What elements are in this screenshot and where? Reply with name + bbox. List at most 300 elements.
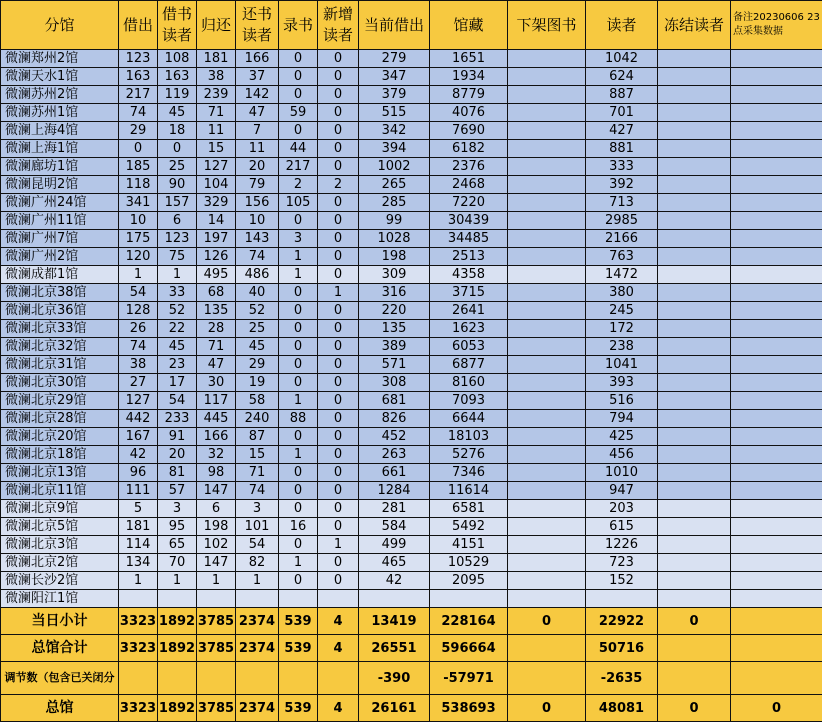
table-cell[interactable]: 45: [158, 338, 197, 356]
table-cell[interactable]: 763: [586, 248, 658, 266]
table-cell[interactable]: 2095: [430, 572, 508, 590]
summary-cell[interactable]: [508, 662, 586, 695]
table-cell[interactable]: [508, 482, 586, 500]
summary-cell[interactable]: 1892: [158, 695, 197, 722]
table-cell[interactable]: 0: [279, 536, 318, 554]
table-cell[interactable]: 1623: [430, 320, 508, 338]
table-cell[interactable]: 17: [158, 374, 197, 392]
table-cell[interactable]: [731, 50, 822, 68]
table-cell[interactable]: 6644: [430, 410, 508, 428]
table-cell[interactable]: 54: [236, 536, 279, 554]
table-cell[interactable]: [658, 158, 731, 176]
table-cell[interactable]: 1: [318, 536, 359, 554]
branch-name-cell[interactable]: 微澜北京18馆: [1, 446, 119, 464]
table-cell[interactable]: 40: [236, 284, 279, 302]
table-cell[interactable]: [197, 590, 236, 608]
table-cell[interactable]: 105: [279, 194, 318, 212]
summary-cell[interactable]: 26551: [359, 635, 430, 662]
table-cell[interactable]: [508, 356, 586, 374]
table-cell[interactable]: 233: [158, 410, 197, 428]
table-cell[interactable]: 1: [279, 266, 318, 284]
branch-name-cell[interactable]: 微澜北京20馆: [1, 428, 119, 446]
table-cell[interactable]: [236, 590, 279, 608]
table-cell[interactable]: 0: [279, 320, 318, 338]
table-cell[interactable]: 101: [236, 518, 279, 536]
table-cell[interactable]: 18103: [430, 428, 508, 446]
table-cell[interactable]: 794: [586, 410, 658, 428]
table-cell[interactable]: [731, 122, 822, 140]
table-cell[interactable]: 54: [119, 284, 158, 302]
table-cell[interactable]: [508, 320, 586, 338]
summary-cell[interactable]: [236, 662, 279, 695]
branch-name-cell[interactable]: 微澜上海4馆: [1, 122, 119, 140]
table-cell[interactable]: 0: [279, 302, 318, 320]
table-cell[interactable]: [508, 158, 586, 176]
table-cell[interactable]: 19: [236, 374, 279, 392]
table-cell[interactable]: 515: [359, 104, 430, 122]
summary-cell[interactable]: 3785: [197, 608, 236, 635]
header-branch[interactable]: 分馆: [1, 1, 119, 50]
table-cell[interactable]: 701: [586, 104, 658, 122]
branch-name-cell[interactable]: 微澜苏州1馆: [1, 104, 119, 122]
table-cell[interactable]: 380: [586, 284, 658, 302]
table-cell[interactable]: [508, 410, 586, 428]
table-cell[interactable]: [508, 86, 586, 104]
table-cell[interactable]: 114: [119, 536, 158, 554]
table-cell[interactable]: 1934: [430, 68, 508, 86]
table-cell[interactable]: 172: [586, 320, 658, 338]
table-cell[interactable]: 347: [359, 68, 430, 86]
table-cell[interactable]: 87: [236, 428, 279, 446]
table-cell[interactable]: 147: [197, 554, 236, 572]
table-cell[interactable]: 175: [119, 230, 158, 248]
table-cell[interactable]: [658, 374, 731, 392]
table-cell[interactable]: 1: [279, 446, 318, 464]
summary-cell[interactable]: 26161: [359, 695, 430, 722]
table-cell[interactable]: 0: [318, 500, 359, 518]
table-cell[interactable]: 6877: [430, 356, 508, 374]
table-cell[interactable]: [731, 428, 822, 446]
branch-name-cell[interactable]: 微澜北京36馆: [1, 302, 119, 320]
table-cell[interactable]: 516: [586, 392, 658, 410]
table-cell[interactable]: 42: [119, 446, 158, 464]
table-cell[interactable]: 0: [318, 140, 359, 158]
table-cell[interactable]: 6: [158, 212, 197, 230]
table-cell[interactable]: 0: [279, 68, 318, 86]
table-cell[interactable]: [658, 230, 731, 248]
table-cell[interactable]: 3715: [430, 284, 508, 302]
table-cell[interactable]: 1: [158, 266, 197, 284]
table-cell[interactable]: [658, 590, 731, 608]
table-cell[interactable]: 0: [318, 194, 359, 212]
table-cell[interactable]: [508, 302, 586, 320]
branch-name-cell[interactable]: 微澜广州7馆: [1, 230, 119, 248]
table-cell[interactable]: 11: [197, 122, 236, 140]
table-cell[interactable]: 74: [236, 482, 279, 500]
summary-cell[interactable]: [158, 662, 197, 695]
summary-cell[interactable]: [731, 662, 822, 695]
table-cell[interactable]: [731, 68, 822, 86]
table-cell[interactable]: [508, 122, 586, 140]
table-cell[interactable]: 111: [119, 482, 158, 500]
table-cell[interactable]: 342: [359, 122, 430, 140]
table-cell[interactable]: 58: [236, 392, 279, 410]
table-cell[interactable]: 1: [279, 248, 318, 266]
table-cell[interactable]: [658, 338, 731, 356]
table-cell[interactable]: 2468: [430, 176, 508, 194]
table-cell[interactable]: 0: [279, 338, 318, 356]
table-cell[interactable]: 1028: [359, 230, 430, 248]
table-cell[interactable]: 0: [318, 320, 359, 338]
table-cell[interactable]: 379: [359, 86, 430, 104]
summary-cell[interactable]: 0: [508, 695, 586, 722]
summary-cell[interactable]: 13419: [359, 608, 430, 635]
branch-name-cell[interactable]: 微澜北京3馆: [1, 536, 119, 554]
table-cell[interactable]: 15: [236, 446, 279, 464]
table-cell[interactable]: [508, 194, 586, 212]
summary-cell[interactable]: [658, 635, 731, 662]
table-cell[interactable]: 27: [119, 374, 158, 392]
table-cell[interactable]: 3: [158, 500, 197, 518]
table-cell[interactable]: [508, 518, 586, 536]
table-cell[interactable]: [731, 248, 822, 266]
table-cell[interactable]: 10: [236, 212, 279, 230]
table-cell[interactable]: [658, 68, 731, 86]
table-cell[interactable]: 217: [119, 86, 158, 104]
branch-name-cell[interactable]: 微澜北京13馆: [1, 464, 119, 482]
table-cell[interactable]: [508, 176, 586, 194]
summary-label[interactable]: 总馆合计: [1, 635, 119, 662]
table-cell[interactable]: 0: [318, 104, 359, 122]
table-cell[interactable]: 70: [158, 554, 197, 572]
table-cell[interactable]: 1472: [586, 266, 658, 284]
table-cell[interactable]: [658, 554, 731, 572]
table-cell[interactable]: 7: [236, 122, 279, 140]
table-cell[interactable]: [508, 284, 586, 302]
table-cell[interactable]: 0: [318, 572, 359, 590]
branch-name-cell[interactable]: 微澜成都1馆: [1, 266, 119, 284]
table-cell[interactable]: [658, 572, 731, 590]
branch-name-cell[interactable]: 微澜北京11馆: [1, 482, 119, 500]
table-cell[interactable]: 126: [197, 248, 236, 266]
header-removed-books[interactable]: 下架图书: [508, 1, 586, 50]
table-cell[interactable]: [731, 140, 822, 158]
table-cell[interactable]: 0: [318, 230, 359, 248]
header-borrowed[interactable]: 借出: [119, 1, 158, 50]
table-cell[interactable]: 0: [318, 392, 359, 410]
table-cell[interactable]: 163: [119, 68, 158, 86]
table-cell[interactable]: 0: [318, 374, 359, 392]
table-cell[interactable]: [731, 518, 822, 536]
table-cell[interactable]: [658, 194, 731, 212]
summary-cell[interactable]: 0: [658, 608, 731, 635]
summary-cell[interactable]: 538693: [430, 695, 508, 722]
table-cell[interactable]: 120: [119, 248, 158, 266]
table-cell[interactable]: 1651: [430, 50, 508, 68]
branch-name-cell[interactable]: 微澜北京33馆: [1, 320, 119, 338]
summary-cell[interactable]: 1892: [158, 608, 197, 635]
table-cell[interactable]: 26: [119, 320, 158, 338]
table-cell[interactable]: 32: [197, 446, 236, 464]
table-cell[interactable]: 108: [158, 50, 197, 68]
table-cell[interactable]: [508, 374, 586, 392]
table-cell[interactable]: 82: [236, 554, 279, 572]
table-cell[interactable]: [430, 590, 508, 608]
table-cell[interactable]: [658, 176, 731, 194]
branch-name-cell[interactable]: 微澜北京28馆: [1, 410, 119, 428]
table-cell[interactable]: 4076: [430, 104, 508, 122]
table-cell[interactable]: 74: [119, 104, 158, 122]
summary-cell[interactable]: 1892: [158, 635, 197, 662]
table-cell[interactable]: 661: [359, 464, 430, 482]
table-cell[interactable]: 38: [119, 356, 158, 374]
table-cell[interactable]: 2376: [430, 158, 508, 176]
table-cell[interactable]: 0: [158, 140, 197, 158]
table-cell[interactable]: 465: [359, 554, 430, 572]
table-cell[interactable]: 142: [236, 86, 279, 104]
table-cell[interactable]: [731, 194, 822, 212]
table-cell[interactable]: 0: [318, 518, 359, 536]
table-cell[interactable]: 54: [158, 392, 197, 410]
branch-name-cell[interactable]: 微澜北京29馆: [1, 392, 119, 410]
table-cell[interactable]: 185: [119, 158, 158, 176]
table-cell[interactable]: 0: [318, 248, 359, 266]
header-new-readers[interactable]: 新增读者: [318, 1, 359, 50]
table-cell[interactable]: 25: [236, 320, 279, 338]
table-cell[interactable]: [731, 284, 822, 302]
table-cell[interactable]: [508, 536, 586, 554]
table-cell[interactable]: 495: [197, 266, 236, 284]
table-cell[interactable]: [658, 518, 731, 536]
table-cell[interactable]: [731, 572, 822, 590]
table-cell[interactable]: 198: [359, 248, 430, 266]
table-cell[interactable]: 102: [197, 536, 236, 554]
table-cell[interactable]: 681: [359, 392, 430, 410]
table-cell[interactable]: [731, 302, 822, 320]
table-cell[interactable]: [658, 248, 731, 266]
table-cell[interactable]: [658, 320, 731, 338]
table-cell[interactable]: 309: [359, 266, 430, 284]
table-cell[interactable]: 22: [158, 320, 197, 338]
table-cell[interactable]: [658, 266, 731, 284]
header-borrow-readers[interactable]: 借书读者: [158, 1, 197, 50]
table-cell[interactable]: 624: [586, 68, 658, 86]
table-cell[interactable]: [508, 392, 586, 410]
table-cell[interactable]: 128: [119, 302, 158, 320]
table-cell[interactable]: 123: [158, 230, 197, 248]
table-cell[interactable]: 499: [359, 536, 430, 554]
table-cell[interactable]: 279: [359, 50, 430, 68]
table-cell[interactable]: 38: [197, 68, 236, 86]
table-cell[interactable]: 42: [359, 572, 430, 590]
table-cell[interactable]: [731, 374, 822, 392]
table-cell[interactable]: 571: [359, 356, 430, 374]
table-cell[interactable]: [508, 446, 586, 464]
table-cell[interactable]: [731, 320, 822, 338]
table-cell[interactable]: [508, 572, 586, 590]
table-cell[interactable]: 0: [279, 356, 318, 374]
summary-cell[interactable]: 2374: [236, 695, 279, 722]
table-cell[interactable]: 0: [279, 500, 318, 518]
summary-cell[interactable]: 0: [508, 608, 586, 635]
table-cell[interactable]: 0: [318, 122, 359, 140]
table-cell[interactable]: [658, 86, 731, 104]
table-cell[interactable]: 147: [197, 482, 236, 500]
table-cell[interactable]: [731, 392, 822, 410]
table-cell[interactable]: 0: [318, 50, 359, 68]
table-cell[interactable]: [731, 338, 822, 356]
table-cell[interactable]: 281: [359, 500, 430, 518]
table-cell[interactable]: [658, 212, 731, 230]
table-cell[interactable]: 0: [318, 68, 359, 86]
summary-cell[interactable]: [318, 662, 359, 695]
table-cell[interactable]: [658, 284, 731, 302]
table-cell[interactable]: 5276: [430, 446, 508, 464]
table-cell[interactable]: 71: [197, 338, 236, 356]
table-cell[interactable]: 181: [197, 50, 236, 68]
table-cell[interactable]: 6581: [430, 500, 508, 518]
summary-cell[interactable]: -2635: [586, 662, 658, 695]
table-cell[interactable]: 4358: [430, 266, 508, 284]
table-cell[interactable]: [731, 356, 822, 374]
table-cell[interactable]: [508, 500, 586, 518]
table-cell[interactable]: [658, 482, 731, 500]
table-cell[interactable]: 442: [119, 410, 158, 428]
table-cell[interactable]: 2985: [586, 212, 658, 230]
table-cell[interactable]: 4151: [430, 536, 508, 554]
table-cell[interactable]: 104: [197, 176, 236, 194]
table-cell[interactable]: 1: [119, 266, 158, 284]
table-cell[interactable]: 0: [318, 338, 359, 356]
table-cell[interactable]: 6053: [430, 338, 508, 356]
table-cell[interactable]: 329: [197, 194, 236, 212]
branch-name-cell[interactable]: 微澜北京32馆: [1, 338, 119, 356]
table-cell[interactable]: 123: [119, 50, 158, 68]
table-cell[interactable]: 119: [158, 86, 197, 104]
table-cell[interactable]: 887: [586, 86, 658, 104]
table-cell[interactable]: [731, 590, 822, 608]
table-cell[interactable]: 28: [197, 320, 236, 338]
table-cell[interactable]: [158, 590, 197, 608]
header-catalogued[interactable]: 录书: [279, 1, 318, 50]
summary-cell[interactable]: 539: [279, 608, 318, 635]
table-cell[interactable]: [731, 212, 822, 230]
table-cell[interactable]: 88: [279, 410, 318, 428]
table-cell[interactable]: 285: [359, 194, 430, 212]
table-cell[interactable]: 34485: [430, 230, 508, 248]
table-cell[interactable]: [658, 428, 731, 446]
table-cell[interactable]: 238: [586, 338, 658, 356]
table-cell[interactable]: 37: [236, 68, 279, 86]
branch-name-cell[interactable]: 微澜北京9馆: [1, 500, 119, 518]
table-cell[interactable]: 723: [586, 554, 658, 572]
summary-cell[interactable]: 4: [318, 635, 359, 662]
table-cell[interactable]: [119, 590, 158, 608]
table-cell[interactable]: 7093: [430, 392, 508, 410]
table-cell[interactable]: 0: [318, 482, 359, 500]
table-cell[interactable]: 65: [158, 536, 197, 554]
summary-cell[interactable]: [731, 635, 822, 662]
summary-cell[interactable]: -57971: [430, 662, 508, 695]
table-cell[interactable]: 263: [359, 446, 430, 464]
table-cell[interactable]: 127: [197, 158, 236, 176]
table-cell[interactable]: 445: [197, 410, 236, 428]
table-cell[interactable]: 452: [359, 428, 430, 446]
table-cell[interactable]: [508, 464, 586, 482]
table-cell[interactable]: 3: [236, 500, 279, 518]
table-cell[interactable]: 117: [197, 392, 236, 410]
summary-label[interactable]: 调节数（包含已关闭分: [1, 662, 119, 695]
table-cell[interactable]: 3: [279, 230, 318, 248]
branch-name-cell[interactable]: 微澜北京31馆: [1, 356, 119, 374]
summary-cell[interactable]: -390: [359, 662, 430, 695]
table-cell[interactable]: [508, 50, 586, 68]
summary-cell[interactable]: [119, 662, 158, 695]
branch-name-cell[interactable]: 微澜北京30馆: [1, 374, 119, 392]
table-cell[interactable]: 20: [236, 158, 279, 176]
summary-cell[interactable]: 4: [318, 608, 359, 635]
table-cell[interactable]: 2: [318, 176, 359, 194]
table-cell[interactable]: 2641: [430, 302, 508, 320]
table-cell[interactable]: [658, 536, 731, 554]
table-cell[interactable]: 135: [197, 302, 236, 320]
header-holdings[interactable]: 馆藏: [430, 1, 508, 50]
table-cell[interactable]: [508, 590, 586, 608]
table-cell[interactable]: [658, 410, 731, 428]
table-cell[interactable]: 713: [586, 194, 658, 212]
table-cell[interactable]: 1010: [586, 464, 658, 482]
header-readers[interactable]: 读者: [586, 1, 658, 50]
summary-cell[interactable]: [731, 608, 822, 635]
branch-name-cell[interactable]: 微澜长沙2馆: [1, 572, 119, 590]
table-cell[interactable]: 198: [197, 518, 236, 536]
table-cell[interactable]: 427: [586, 122, 658, 140]
table-cell[interactable]: 52: [158, 302, 197, 320]
summary-cell[interactable]: [279, 662, 318, 695]
table-cell[interactable]: 47: [236, 104, 279, 122]
table-cell[interactable]: 8779: [430, 86, 508, 104]
table-cell[interactable]: 0: [318, 464, 359, 482]
table-cell[interactable]: [508, 104, 586, 122]
table-cell[interactable]: [508, 266, 586, 284]
table-cell[interactable]: 1: [197, 572, 236, 590]
table-cell[interactable]: 0: [318, 554, 359, 572]
table-cell[interactable]: 6182: [430, 140, 508, 158]
table-cell[interactable]: 1: [279, 554, 318, 572]
table-cell[interactable]: [658, 392, 731, 410]
table-cell[interactable]: 81: [158, 464, 197, 482]
branch-name-cell[interactable]: 微澜北京38馆: [1, 284, 119, 302]
summary-cell[interactable]: 228164: [430, 608, 508, 635]
table-cell[interactable]: [731, 536, 822, 554]
table-cell[interactable]: 197: [197, 230, 236, 248]
table-cell[interactable]: 1042: [586, 50, 658, 68]
table-cell[interactable]: 74: [236, 248, 279, 266]
table-cell[interactable]: 20: [158, 446, 197, 464]
table-cell[interactable]: 308: [359, 374, 430, 392]
header-note[interactable]: 备注20230606 23点采集数据: [731, 1, 822, 50]
table-cell[interactable]: 143: [236, 230, 279, 248]
table-cell[interactable]: 2513: [430, 248, 508, 266]
table-cell[interactable]: 0: [279, 428, 318, 446]
header-returned[interactable]: 归还: [197, 1, 236, 50]
summary-cell[interactable]: 48081: [586, 695, 658, 722]
table-cell[interactable]: 1041: [586, 356, 658, 374]
table-cell[interactable]: 163: [158, 68, 197, 86]
summary-cell[interactable]: 2374: [236, 608, 279, 635]
table-cell[interactable]: 5492: [430, 518, 508, 536]
table-cell[interactable]: 98: [197, 464, 236, 482]
